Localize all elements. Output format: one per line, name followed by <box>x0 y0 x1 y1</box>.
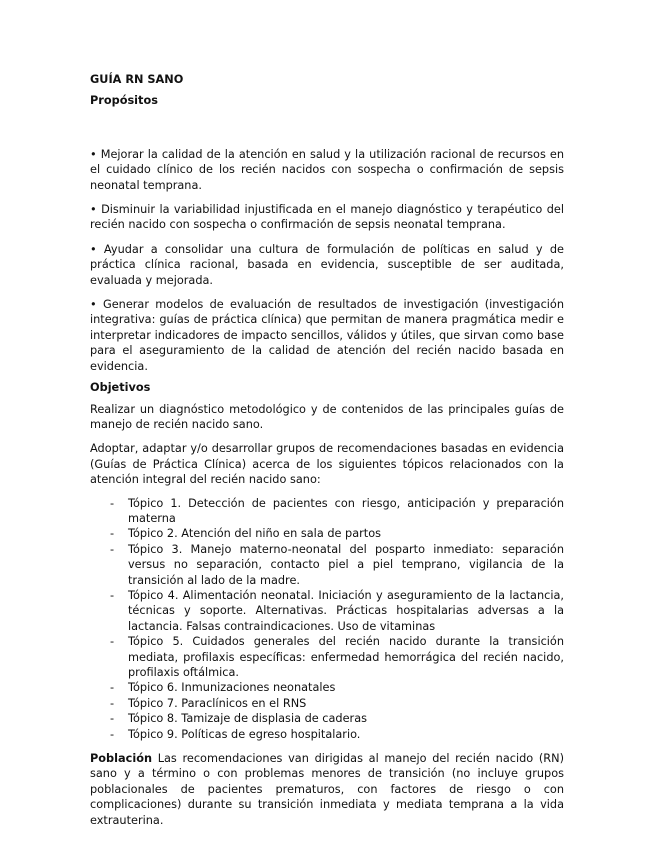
topic-text: Tópico 3. Manejo materno-neonatal del posparto inmediato: separación versus no separación, contacto piel a piel temprano, vigilancia de la transición al lado de la madre. <box>128 542 564 587</box>
dash-bullet: - <box>110 496 115 510</box>
topic-text: Tópico 6. Inmunizaciones neonatales <box>128 681 336 695</box>
objetivos-paragraph-2: Adoptar, adaptar y/o desarrollar grupos de recomendaciones basadas en evidencia (Guías de Práctica Clínica) acerca de los siguientes tópicos relacionados con la atención integral del recién nacido sano: <box>90 442 564 487</box>
topic-item <box>90 588 564 634</box>
proposito-item: • Generar modelos de evaluación de resultados de investigación (investigación integrativa: guías de práctica clínica) que permitan de manera pragmática medir e interpretar indicadores de impacto sencillos, válidos y útiles, que sirvan como base para el aseguramiento de la calidad de atención del recién nacido basada en evidencia. <box>90 298 564 373</box>
poblacion-label: Población <box>90 752 152 766</box>
objetivos-paragraph-1: Realizar un diagnóstico metodológico y de contenidos de las principales guías de manejo de recién nacido sano. <box>90 402 564 431</box>
dash-bullet: - <box>110 712 115 726</box>
objetivos-heading: Objetivos <box>90 381 151 395</box>
proposito-item: • Mejorar la calidad de la atención en salud y la utilización racional de recursos en el cuidado clínico de los recién nacidos con sospecha o confirmación de sepsis neonatal temprana. <box>90 147 564 192</box>
topic-text: Tópico 4. Alimentación neonatal. Iniciación y aseguramiento de la lactancia, técnicas y soporte. Alternativas. Prácticas hospitalarias adversas a la lactancia. Falsas contraindicaciones. Uso de vitaminas <box>128 588 564 633</box>
dash-bullet: - <box>110 527 115 541</box>
topic-item <box>90 542 564 588</box>
topic-item <box>90 680 564 695</box>
topic-item <box>90 727 564 742</box>
propositos-heading: Propósitos <box>90 94 158 108</box>
dash-bullet: - <box>110 635 115 649</box>
topic-item <box>90 696 564 711</box>
topics-list <box>90 496 564 743</box>
proposito-item: • Ayudar a consolidar una cultura de formulación de políticas en salud y de práctica clínica racional, basada en evidencia, susceptible de ser auditada, evaluada y mejorada. <box>90 242 564 287</box>
document-page <box>90 72 564 828</box>
dash-bullet: - <box>110 542 115 556</box>
poblacion-paragraph <box>90 751 564 828</box>
topic-item <box>90 711 564 726</box>
topic-text: Tópico 1. Detección de pacientes con riesgo, anticipación y preparación materna <box>128 496 564 525</box>
topic-item <box>90 634 564 680</box>
topic-item <box>90 526 564 541</box>
dash-bullet: - <box>110 727 115 741</box>
document-title: GUÍA RN SANO <box>90 73 184 86</box>
dash-bullet: - <box>110 681 115 695</box>
poblacion-text: Las recomendaciones van dirigidas al manejo del recién nacido (RN) sano y a término o con problemas menores de transición (no incluye grupos poblacionales de pacientes prematuros, con factores de riesgo o con complicaciones) durante su transición inmediata y mediata temprana a la vida extrauterina. <box>90 752 564 827</box>
topic-text: Tópico 5. Cuidados generales del recién nacido durante la transición mediata, profilaxis específicas: enfermedad hemorrágica del recién nacido, profilaxis oftálmica. <box>128 635 564 679</box>
topic-text: Tópico 9. Políticas de egreso hospitalario. <box>128 727 361 741</box>
topic-text: Tópico 8. Tamizaje de displasia de caderas <box>128 712 368 726</box>
topic-item <box>90 496 564 527</box>
topic-text: Tópico 7. Paraclínicos en el RNS <box>128 696 307 710</box>
proposito-item: • Disminuir la variabilidad injustificada en el manejo diagnóstico y terapéutico del recién nacido con sospecha o confirmación de sepsis neonatal temprana. <box>90 203 564 232</box>
topic-text: Tópico 2. Atención del niño en sala de partos <box>128 527 382 541</box>
dash-bullet: - <box>110 696 115 710</box>
dash-bullet: - <box>110 588 115 602</box>
